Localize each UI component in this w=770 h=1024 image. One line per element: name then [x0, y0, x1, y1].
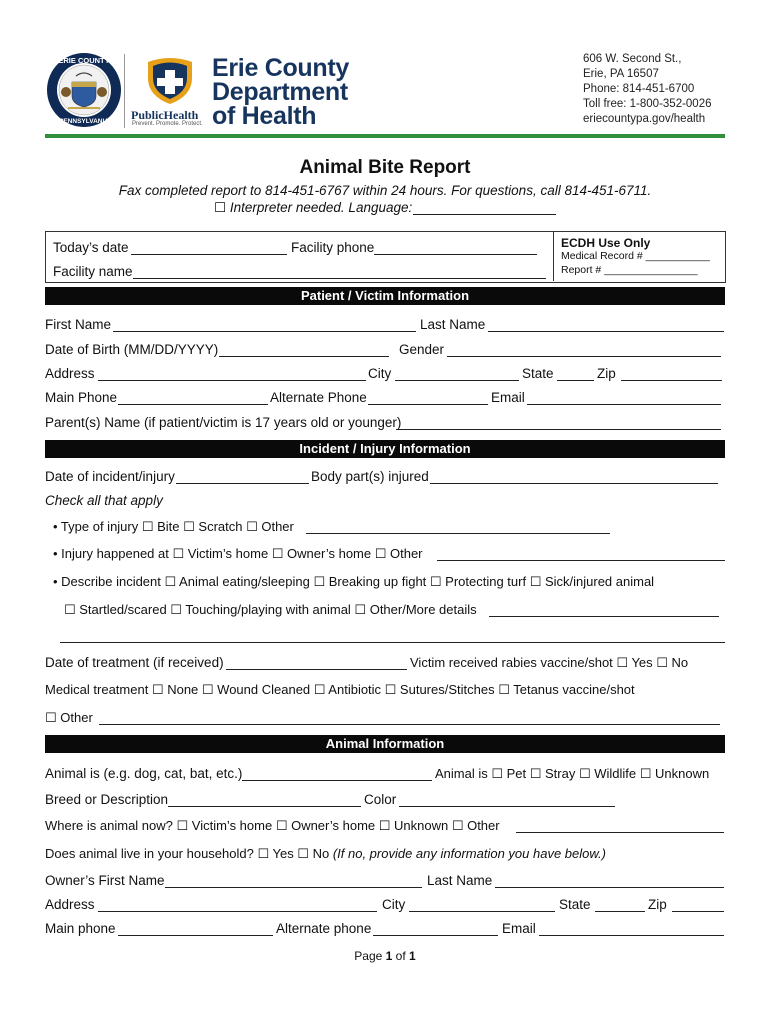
- owner-state-field[interactable]: [595, 911, 645, 912]
- owner-email-label: Email: [502, 921, 536, 936]
- city-field[interactable]: [395, 380, 519, 381]
- alternate-phone-label: Alternate Phone: [270, 390, 367, 405]
- treatment-other-checkbox[interactable]: ☐ Other: [45, 710, 93, 725]
- medical-treatment-options[interactable]: Medical treatment ☐ None ☐ Wound Cleaned ☐ Antibiotic ☐ Sutures/Stitches ☐ Tetanus vaccine/shot: [45, 682, 635, 697]
- parents-label: Parent(s) Name (if patient/victim is 17 years old or younger): [45, 415, 402, 430]
- address-line: Phone: 814-451-6700: [583, 83, 695, 95]
- county-seal-icon: [46, 52, 122, 128]
- email-label: Email: [491, 390, 525, 405]
- page-prefix: Page: [354, 949, 386, 963]
- zip-label: Zip: [597, 366, 616, 381]
- owner-main-phone-field[interactable]: [118, 935, 273, 936]
- svg-text:PENNSYLVANIA: PENNSYLVANIA: [59, 118, 109, 125]
- facility-name-label: Facility name: [53, 264, 133, 279]
- form-instructions: Fax completed report to 814-451-6767 within 24 hours. For questions, call 814-451-6711.: [118, 183, 652, 198]
- check-all-note: Check all that apply: [45, 493, 163, 508]
- gender-label: Gender: [399, 342, 445, 357]
- injury-location-options[interactable]: • Injury happened at ☐ Victim’s home ☐ Owner’s home ☐ Other: [53, 546, 423, 561]
- ecdh-title: ECDH Use Only: [561, 236, 651, 250]
- breed-field[interactable]: [168, 806, 361, 807]
- dob-label: Date of Birth (MM/DD/YYYY): [45, 342, 219, 357]
- more-details-field-2[interactable]: [60, 642, 725, 643]
- address-field[interactable]: [98, 380, 366, 381]
- animal-type-field[interactable]: [242, 780, 432, 781]
- household-note: (If no, provide any information you have below.): [332, 846, 606, 861]
- treatment-date-field[interactable]: [226, 669, 407, 670]
- page-current: 1: [385, 949, 393, 963]
- brand-line-2: Department: [212, 78, 348, 106]
- form-title: Animal Bite Report: [299, 157, 471, 178]
- owner-address-field[interactable]: [98, 911, 377, 912]
- injury-location-other-field[interactable]: [437, 560, 725, 561]
- patient-section-header: Patient / Victim Information: [45, 287, 725, 305]
- header-accent-rule: [45, 134, 725, 138]
- website-link[interactable]: eriecountypa.gov/health: [583, 113, 706, 125]
- rabies-vaccine-options[interactable]: Victim received rabies vaccine/shot ☐ Yes ☐ No: [410, 655, 689, 670]
- parents-field[interactable]: [396, 429, 721, 430]
- page-number: [0, 948, 770, 964]
- state-label: State: [522, 366, 554, 381]
- household-question[interactable]: Does animal live in your household? ☐ Yes ☐ No: [45, 846, 330, 861]
- language-field[interactable]: [413, 214, 556, 215]
- owner-last-name-label: Last Name: [427, 873, 493, 888]
- incident-date-label: Date of incident/injury: [45, 469, 175, 484]
- dob-field[interactable]: [219, 356, 389, 357]
- owner-alternate-phone-field[interactable]: [373, 935, 498, 936]
- describe-incident-options-2[interactable]: ☐ Startled/scared ☐ Touching/playing with animal ☐ Other/More details: [64, 602, 477, 617]
- address-line: Toll free: 1-800-352-0026: [583, 98, 712, 110]
- interpreter-checkbox[interactable]: ☐ Interpreter needed. Language:: [214, 200, 413, 215]
- city-label: City: [368, 366, 392, 381]
- page-total: 1: [409, 949, 416, 963]
- treatment-date-label: Date of treatment (if received): [45, 655, 224, 670]
- svg-text:ERIE COUNTY: ERIE COUNTY: [58, 56, 110, 65]
- owner-city-field[interactable]: [409, 911, 555, 912]
- page-of: of: [392, 949, 410, 963]
- todays-date-label: Today’s date: [53, 240, 129, 255]
- facility-phone-field[interactable]: [374, 254, 537, 255]
- facility-phone-label: Facility phone: [291, 240, 375, 255]
- owner-last-name-field[interactable]: [495, 887, 724, 888]
- owner-address-label: Address: [45, 897, 95, 912]
- color-field[interactable]: [399, 806, 615, 807]
- owner-email-field[interactable]: [539, 935, 724, 936]
- address-line: 606 W. Second St.,: [583, 53, 682, 65]
- todays-date-field[interactable]: [131, 254, 287, 255]
- animal-location-other-field[interactable]: [516, 832, 724, 833]
- owner-main-phone-label: Main phone: [45, 921, 116, 936]
- main-phone-label: Main Phone: [45, 390, 118, 405]
- last-name-field[interactable]: [488, 331, 724, 332]
- animal-type-label: Animal is (e.g. dog, cat, bat, etc.): [45, 766, 243, 781]
- animal-location-options[interactable]: Where is animal now? ☐ Victim’s home ☐ Owner’s home ☐ Unknown ☐ Other: [45, 818, 500, 833]
- alternate-phone-field[interactable]: [368, 404, 488, 405]
- more-details-field[interactable]: [489, 616, 719, 617]
- zip-field[interactable]: [621, 380, 722, 381]
- address-line: Erie, PA 16507: [583, 68, 659, 80]
- brand-line-1: Erie County: [212, 54, 349, 82]
- breed-label: Breed or Description: [45, 792, 169, 807]
- gender-field[interactable]: [447, 356, 721, 357]
- owner-zip-field[interactable]: [672, 911, 724, 912]
- facility-name-field[interactable]: [133, 278, 546, 279]
- state-field[interactable]: [557, 380, 594, 381]
- header-divider: [124, 54, 125, 128]
- owner-city-label: City: [382, 897, 406, 912]
- incident-section-header: Incident / Injury Information: [45, 440, 725, 458]
- treatment-other-field[interactable]: [99, 724, 720, 725]
- owner-first-name-field[interactable]: [165, 887, 422, 888]
- public-health-tagline: Prevent. Promote. Protect.: [132, 121, 203, 127]
- address-label: Address: [45, 366, 95, 381]
- report-number-field[interactable]: Report # ________________: [561, 264, 698, 276]
- injury-other-field[interactable]: [306, 533, 610, 534]
- public-health-label: PublicHealth: [131, 108, 199, 122]
- owner-zip-label: Zip: [648, 897, 667, 912]
- medical-record-field[interactable]: Medical Record # ___________: [561, 250, 710, 262]
- incident-date-field[interactable]: [176, 483, 309, 484]
- last-name-label: Last Name: [420, 317, 486, 332]
- first-name-field[interactable]: [113, 331, 416, 332]
- type-of-injury-options[interactable]: • Type of injury ☐ Bite ☐ Scratch ☐ Other: [53, 519, 294, 534]
- animal-status-options[interactable]: Animal is ☐ Pet ☐ Stray ☐ Wildlife ☐ Unknown: [435, 766, 710, 781]
- health-shield-icon: [144, 54, 196, 106]
- owner-state-label: State: [559, 897, 591, 912]
- body-parts-field[interactable]: [430, 483, 718, 484]
- body-parts-label: Body part(s) injured: [311, 469, 429, 484]
- describe-incident-options[interactable]: • Describe incident ☐ Animal eating/sleeping ☐ Breaking up fight ☐ Protecting turf ☐ Sick/injured animal: [53, 574, 655, 589]
- owner-alternate-phone-label: Alternate phone: [276, 921, 372, 936]
- first-name-label: First Name: [45, 317, 112, 332]
- color-label: Color: [364, 792, 397, 807]
- email-field[interactable]: [527, 404, 721, 405]
- brand-line-3: of Health: [212, 102, 317, 130]
- main-phone-field[interactable]: [118, 404, 268, 405]
- owner-first-name-label: Owner’s First Name: [45, 873, 165, 888]
- household-options[interactable]: [45, 846, 606, 862]
- animal-section-header: Animal Information: [45, 735, 725, 753]
